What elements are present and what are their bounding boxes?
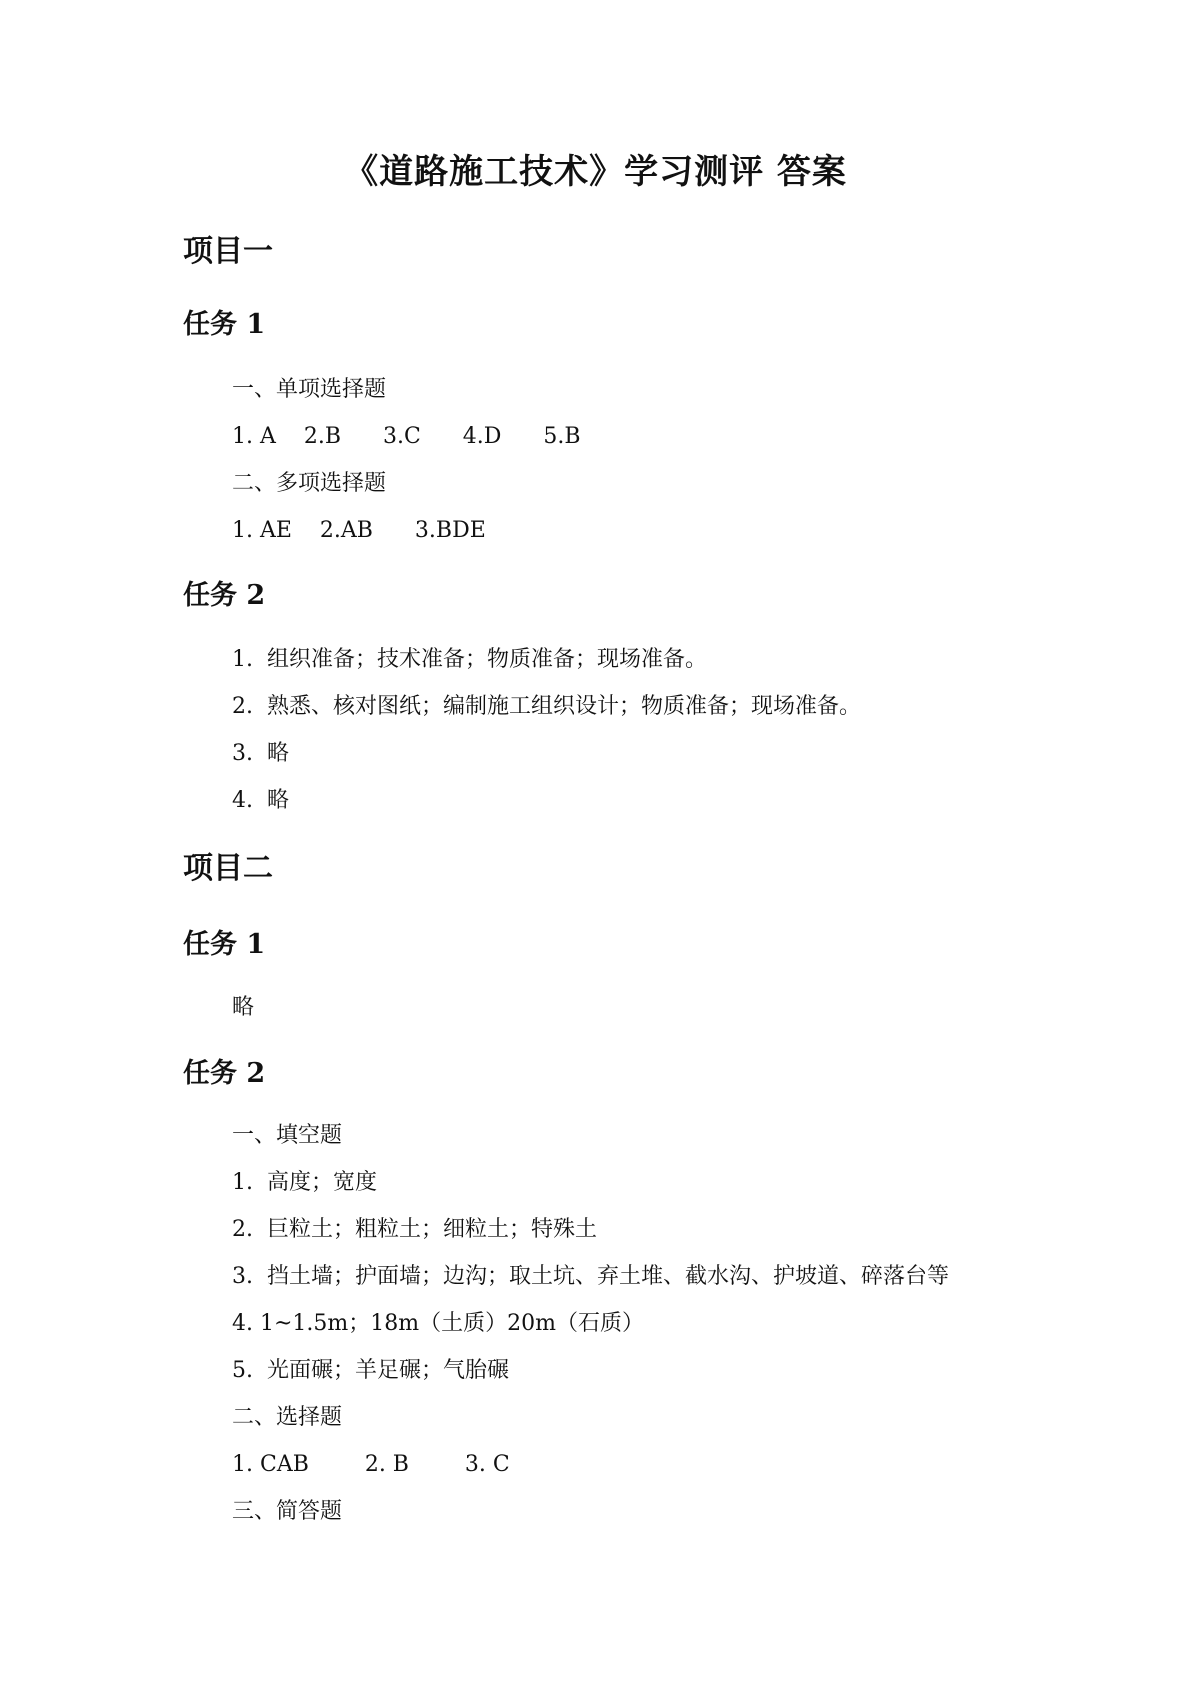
- project1-task2-answer-2: 2. 熟悉、核对图纸；编制施工组织设计；物质准备；现场准备。: [232, 694, 861, 719]
- document-title: 《道路施工技术》学习测评 答案: [344, 152, 847, 192]
- project2-task2-heading: 任务 2: [183, 1058, 266, 1089]
- project1-task1-section1-answers: 1. A 2.B 3.C 4.D 5.B: [232, 424, 581, 449]
- project2-task2-answer-3: 3. 挡土墙；护面墙；边沟；取土坑、弃土堆、截水沟、护坡道、碎落台等: [232, 1264, 949, 1289]
- project2-task1-answer: 略: [232, 995, 255, 1020]
- project1-task2-heading: 任务 2: [183, 580, 266, 611]
- project2-task2-section1-label: 一、填空题: [232, 1123, 343, 1148]
- project1-task2-answer-3: 3. 略: [232, 741, 289, 766]
- project2-task2-answer-2: 2. 巨粒土；粗粒土；细粒土；特殊土: [232, 1217, 597, 1242]
- project1-task2-answer-4: 4. 略: [232, 788, 289, 813]
- project2-task2-section3-label: 三、简答题: [232, 1499, 343, 1524]
- project2-task1-heading: 任务 1: [183, 929, 266, 960]
- project2-heading: 项目二: [183, 851, 273, 886]
- project2-task2-section2-answers: 1. CAB 2. B 3. C: [232, 1452, 510, 1477]
- project2-task2-answer-4: 4. 1~1.5m；18m（土质）20m（石质）: [232, 1311, 644, 1336]
- project1-task2-answer-1: 1. 组织准备；技术准备；物质准备；现场准备。: [232, 647, 707, 672]
- project2-task2-answer-1: 1. 高度；宽度: [232, 1170, 377, 1195]
- project1-task1-section2-label: 二、多项选择题: [232, 471, 387, 496]
- project1-heading: 项目一: [183, 234, 273, 269]
- project1-task1-section1-label: 一、单项选择题: [232, 377, 387, 402]
- project1-task1-section2-answers: 1. AE 2.AB 3.BDE: [232, 518, 486, 543]
- project2-task2-section2-label: 二、选择题: [232, 1405, 343, 1430]
- project2-task2-answer-5: 5. 光面碾；羊足碾；气胎碾: [232, 1358, 509, 1383]
- project1-task1-heading: 任务 1: [183, 309, 266, 340]
